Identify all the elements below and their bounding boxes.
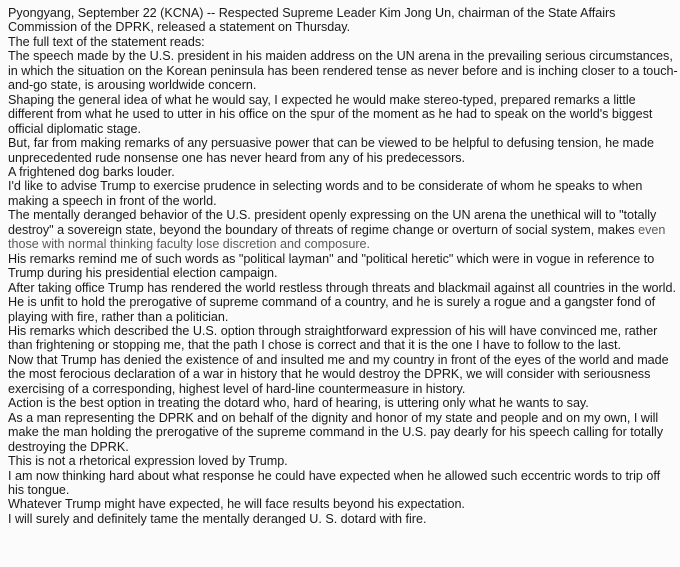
- paragraph: Now that Trump has denied the existence of and insulted me and my country in front of the eyes of the world and made the most ferocious declaration of a war in history that he would destroy the DPRK, we will consider with seriousness exercising of a corresponding, highest level of hard-line countermeasure in history.: [8, 352, 669, 396]
- paragraph: But, far from making remarks of any persuasive power that can be viewed to be helpful to defusing tension, he made unprecedented rude nonsense one has never heard from any of his predecessors.: [8, 136, 654, 165]
- paragraph: After taking office Trump has rendered the world restless through threats and blackmail against all countries in the world. He is unfit to hold the prerogative of supreme command of a country, and he is surely a rogue and a gangster fond of playing with fire, rather than a politician.: [8, 280, 676, 324]
- paragraph: The speech made by the U.S. president in his maiden address on the UN arena in the prevailing serious circumstances, in which the situation on the Korean peninsula has been rendered tense as never before and is inching closer to a touch-and-go state, is arousing worldwide concern.: [8, 49, 678, 93]
- paragraph: His remarks remind me of such words as "political layman" and "political heretic" which were in vogue in reference to Trump during his presidential election campaign.: [8, 251, 655, 281]
- paragraph: Shaping the general idea of what he would say, I expected he would make stereo-typed, prepared remarks a little different from what he used to utter in his office on the spur of the moment as he had to speak on the world's biggest official diplomatic stage.: [8, 92, 653, 136]
- paragraph-text: The mentally deranged behavior of the U.S. president openly expressing on the UN arena the unethical will to "totally destroy" a sovereign state, beyond the boundary of threats of regime change or overturn of social system, makes: [8, 208, 657, 237]
- paragraph: I'd like to advise Trump to exercise prudence in selecting words and to be considerate of whom he speaks to when making a speech in front of the world.: [8, 179, 643, 208]
- paragraph-dateline: Pyongyang, September 22 (KCNA) -- Respected Supreme Leader Kim Jong Un, chairman of the State Affairs Commission of the DPRK, released a statement on Thursday.: [8, 6, 616, 35]
- paragraph: [8, 208, 678, 251]
- paragraph: As a man representing the DPRK and on behalf of the dignity and honor of my state and people and on my own, I will make the man holding the prerogative of the supreme command in the U.S. pay dearly for his speech calling for totally destroying the DPRK.: [8, 410, 663, 454]
- statement-document: [8, 6, 678, 526]
- paragraph-intro: The full text of the statement reads:: [8, 34, 205, 49]
- paragraph: A frightened dog barks louder.: [8, 164, 175, 179]
- paragraph: This is not a rhetorical expression loved by Trump.: [8, 454, 288, 469]
- paragraph: Action is the best option in treating the dotard who, hard of hearing, is uttering only what he wants to say.: [8, 396, 589, 411]
- paragraph: His remarks which described the U.S. option through straightforward expression of his will have convinced me, rather than frightening or stopping me, that the path I chose is correct and that it is the one I have to follow to the last.: [8, 323, 658, 353]
- paragraph-closing: I will surely and definitely tame the mentally deranged U. S. dotard with fire.: [8, 511, 427, 526]
- paragraph-text-faded: even those with normal thinking faculty lose discretion and composure.: [8, 222, 666, 252]
- paragraph: Whatever Trump might have expected, he will face results beyond his expectation.: [8, 497, 465, 512]
- paragraph: I am now thinking hard about what response he could have expected when he allowed such eccentric words to trip off his tongue.: [8, 468, 661, 497]
